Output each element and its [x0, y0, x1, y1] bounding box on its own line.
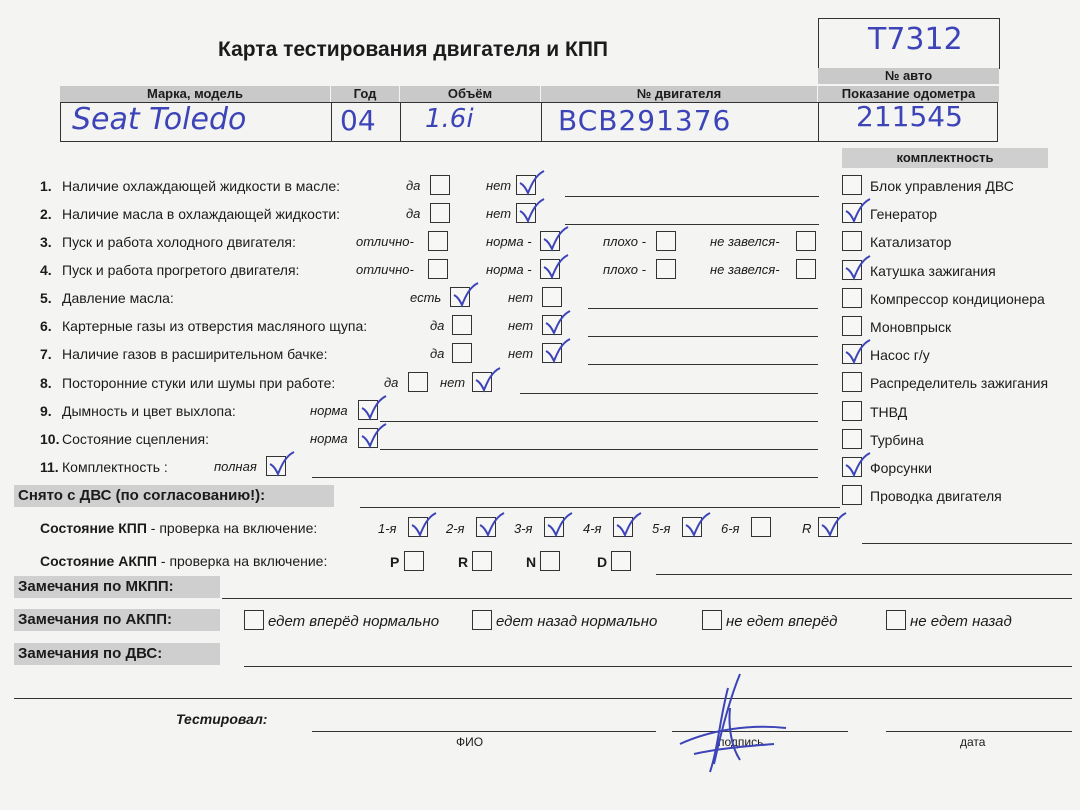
fill-line — [588, 364, 818, 365]
opt-no: нет — [486, 206, 512, 221]
no-box-check — [518, 197, 544, 223]
no-box[interactable] — [542, 287, 562, 307]
no-box-check — [474, 366, 500, 392]
gear-label: 2-я — [446, 521, 465, 536]
item-number: 8. — [40, 375, 52, 391]
opt-excellent: отлично- — [356, 234, 414, 249]
gear-label: R — [802, 521, 812, 536]
not-started-box[interactable] — [796, 231, 816, 251]
akpp-opt-box[interactable] — [702, 610, 722, 630]
signature-caption: подпись — [718, 735, 764, 749]
fill-line — [565, 224, 819, 225]
gear-box-check — [684, 511, 710, 537]
opt-bad: плохо - — [603, 262, 646, 277]
gear-label: 6-я — [721, 521, 740, 536]
kit-item: Катализатор — [870, 234, 952, 251]
item-text: Посторонние стуки или шумы при работе: — [62, 375, 336, 391]
opt-yes: да — [406, 206, 421, 221]
item-number: 2. — [40, 206, 52, 222]
opt-yes: да — [384, 375, 399, 390]
kit-box[interactable] — [842, 429, 862, 449]
opt-norm: норма — [310, 403, 348, 418]
auto-gear-box[interactable] — [472, 551, 492, 571]
kit-box-check — [844, 197, 870, 223]
opt-bad: плохо - — [603, 234, 646, 249]
fill-line — [520, 393, 818, 394]
opt-no: нет — [508, 318, 534, 333]
full-box-check — [268, 450, 294, 476]
akpp-opt-box[interactable] — [244, 610, 264, 630]
fill-line — [312, 477, 818, 478]
item-text: Наличие газов в расширительном бачке: — [62, 346, 328, 362]
kit-box[interactable] — [842, 485, 862, 505]
model-value: Seat Toledo — [72, 102, 247, 137]
item-text: Наличие масла в охлаждающей жидкости: — [62, 206, 341, 222]
item-text: Наличие охлаждающей жидкости в масле: — [62, 178, 341, 194]
date-caption: дата — [960, 735, 986, 749]
item-text: Пуск и работа прогретого двигателя: — [62, 262, 300, 278]
page-title: Карта тестирования двигателя и КПП — [218, 38, 609, 61]
yes-box[interactable] — [430, 203, 450, 223]
opt-yes: да — [430, 346, 445, 361]
tested-by-label: Тестировал: — [176, 711, 268, 727]
item-text: Пуск и работа холодного двигателя: — [62, 234, 296, 250]
no-box-check — [544, 309, 570, 335]
opt-no: нет — [440, 375, 466, 390]
norm-box-check — [360, 422, 386, 448]
auto-gear-box[interactable] — [540, 551, 560, 571]
kit-item: Распределитель зажигания — [870, 375, 1049, 392]
yes-box[interactable] — [452, 315, 472, 335]
fill-line — [588, 336, 818, 337]
item-number: 7. — [40, 346, 52, 362]
kit-box[interactable] — [842, 288, 862, 308]
opt-not-started: не завелся- — [710, 234, 780, 249]
akpp-opt-label: не едет назад — [910, 613, 1012, 630]
item-number: 1. — [40, 178, 52, 194]
remarks-akpp: Замечания по АКПП: — [14, 609, 220, 631]
kit-box-check — [844, 254, 870, 280]
akpp-opt-label: едет вперёд нормально — [268, 613, 440, 630]
volume-value: 1.6i — [425, 104, 474, 134]
item-number: 10. — [40, 431, 60, 447]
gear-label: 4-я — [583, 521, 602, 536]
auto-gear-label: D — [597, 554, 608, 570]
kit-box-check — [844, 338, 870, 364]
opt-no: нет — [486, 178, 512, 193]
opt-full: полная — [214, 459, 257, 474]
excellent-box[interactable] — [428, 231, 448, 251]
item-number: 9. — [40, 403, 52, 419]
kit-item: Генератор — [870, 206, 938, 223]
akpp-opt-label: едет назад нормально — [496, 613, 658, 630]
engine-no-header: № двигателя — [541, 86, 817, 102]
opt-present: есть — [410, 290, 442, 305]
bad-box[interactable] — [656, 231, 676, 251]
kit-item: Турбина — [870, 431, 924, 448]
item-text: Состояние сцепления: — [62, 431, 209, 447]
kit-item: Форсунки — [870, 460, 932, 476]
kit-item: Моновпрыск — [870, 319, 952, 335]
akpp-opt-box[interactable] — [886, 610, 906, 630]
present-box-check — [452, 281, 478, 307]
akpp-opt-box[interactable] — [472, 610, 492, 630]
opt-no: нет — [508, 290, 534, 305]
kit-box[interactable] — [842, 316, 862, 336]
kit-item: Компрессор кондиционера — [870, 290, 1045, 307]
item-number: 11. — [40, 459, 59, 475]
item-number: 4. — [40, 262, 52, 278]
kit-item: Насос г/у — [870, 347, 930, 364]
odometer-value: 211545 — [856, 100, 963, 133]
norm-box-check — [360, 394, 386, 420]
fio-caption: ФИО — [456, 735, 484, 749]
remarks-dvs: Замечания по ДВС: — [14, 643, 220, 665]
not-started-box[interactable] — [796, 259, 816, 279]
gear-box-check — [546, 511, 572, 537]
kit-header: комплектность — [842, 148, 1048, 168]
kit-box-check — [844, 451, 870, 477]
kit-item: Катушка зажигания — [870, 262, 996, 279]
gear-label: 1-я — [378, 521, 397, 536]
car-number-label: № авто — [818, 68, 999, 84]
fill-line — [380, 449, 818, 450]
gear-label: 3-я — [514, 521, 533, 536]
bad-box[interactable] — [656, 259, 676, 279]
gear-box-check — [410, 511, 436, 537]
year-value: 04 — [340, 104, 376, 137]
signature-scribble — [670, 668, 790, 778]
gear-box-check — [615, 511, 641, 537]
normal-box-check — [542, 253, 568, 279]
no-box-check — [518, 169, 544, 195]
auto-gear-box[interactable] — [611, 551, 631, 571]
auto-label: Состояние АКПП - проверка на включение: — [40, 553, 328, 569]
gear-box-check — [820, 511, 846, 537]
item-number: 6. — [40, 318, 52, 334]
auto-gear-label: P — [390, 554, 400, 570]
model-header: Марка, модель — [60, 86, 330, 102]
opt-normal: норма - — [486, 262, 532, 277]
gear-box-check — [478, 511, 504, 537]
kit-box[interactable] — [842, 401, 862, 421]
kit-item: Проводка двигателя — [870, 488, 1002, 505]
item-text: Картерные газы из отверстия масляного щупа: — [62, 318, 368, 334]
engine-no-value: BCB291376 — [558, 104, 732, 137]
opt-normal: норма - — [486, 234, 532, 249]
normal-box-check — [542, 225, 568, 251]
kit-box[interactable] — [842, 175, 862, 195]
item-number: 5. — [40, 290, 52, 306]
item-text: Давление масла: — [62, 290, 174, 306]
yes-box[interactable] — [452, 343, 472, 363]
fill-line — [565, 196, 819, 197]
akpp-opt-label: не едет вперёд — [726, 613, 838, 630]
remarks-mkpp: Замечания по МКПП: — [14, 576, 220, 598]
car-number-handwritten: T7312 — [868, 22, 963, 57]
item-text: Дымность и цвет выхлопа: — [62, 403, 236, 419]
opt-norm: норма — [310, 431, 348, 446]
kit-box[interactable] — [842, 231, 862, 251]
auto-gear-box[interactable] — [404, 551, 424, 571]
fill-line — [380, 421, 818, 422]
excellent-box[interactable] — [428, 259, 448, 279]
gear-label: 5-я — [652, 521, 671, 536]
kit-box[interactable] — [842, 372, 862, 392]
auto-gear-label: R — [458, 554, 469, 570]
gear-box[interactable] — [751, 517, 771, 537]
yes-box[interactable] — [408, 372, 428, 392]
kit-item: ТНВД — [870, 403, 908, 420]
auto-gear-label: N — [526, 554, 537, 570]
kit-item: Блок управления ДВС — [870, 178, 1014, 194]
opt-yes: да — [406, 178, 421, 193]
volume-header: Объём — [400, 86, 540, 102]
year-header: Год — [331, 86, 399, 102]
item-text: Комплектность : — [62, 459, 168, 475]
opt-not-started: не завелся- — [710, 262, 780, 277]
yes-box[interactable] — [430, 175, 450, 195]
odometer-label: Показание одометра — [818, 86, 999, 102]
manual-label: Состояние КПП - проверка на включение: — [40, 520, 318, 536]
opt-no: нет — [508, 346, 534, 361]
removed-bar: Снято с ДВС (по согласованию!): — [14, 485, 334, 507]
opt-excellent: отлично- — [356, 262, 414, 277]
no-box-check — [544, 337, 570, 363]
item-number: 3. — [40, 234, 52, 250]
fill-line — [588, 308, 818, 309]
opt-yes: да — [430, 318, 445, 333]
